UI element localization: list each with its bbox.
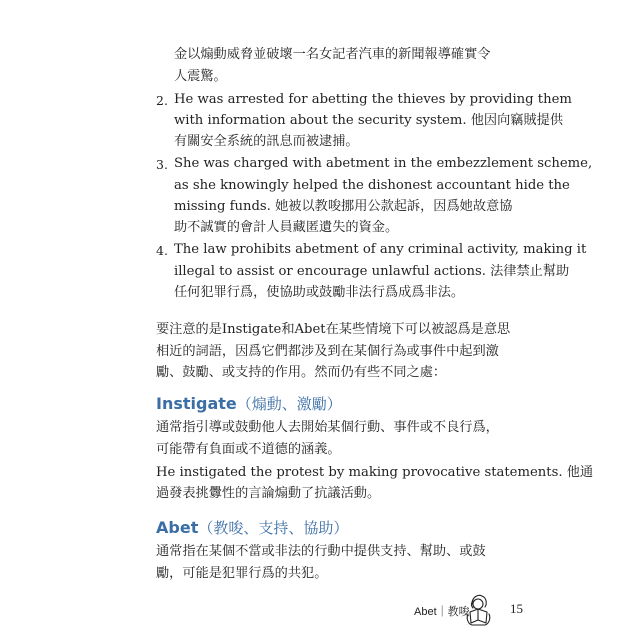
section-line: 可能帶有負面或不道德的涵義。 (156, 442, 341, 457)
section-line: 過發表挑釁性的言論煽動了抗議活動。 (156, 486, 381, 501)
example-line: 任何犯罪行爲，使協助或鼓勵非法行爲成爲非法。 (174, 285, 465, 300)
example-line: as she knowingly helped the dishonest accountant hide the (174, 178, 570, 193)
reading-figure-icon (462, 592, 496, 628)
heading-gloss: （教唆、支持、協助） (198, 519, 349, 537)
example-number: 2. (156, 93, 168, 108)
section-line: 通常指引導或鼓動他人去開始某個行動、事件或不良行爲， (156, 420, 499, 435)
section-line: He instigated the protest by making provocative statements. 他通 (156, 465, 594, 480)
example-line: 有關安全系統的訊息而被逮捕。 (174, 134, 359, 149)
example-line: illegal to assist or encourage unlawful actions. 法律禁止幫助 (174, 264, 570, 279)
example-line: missing funds. 她被以教唆挪用公款起訴，因爲她故意協 (174, 199, 513, 214)
heading-term: Instigate (156, 394, 237, 413)
example-line: 助不誠實的會計人員藏匿遺失的資金。 (174, 220, 399, 235)
example-line: He was arrested for abetting the thieves by providing them (174, 92, 572, 107)
intro-line: 相近的詞語，因爲它們都涉及到在某個行為或事件中起到激 (156, 344, 499, 359)
section-line: 勵，可能是犯罪行爲的共犯。 (156, 566, 328, 581)
page-number: 15 (510, 601, 523, 616)
heading-gloss: （煽動、激勵） (236, 395, 342, 413)
section-heading-instigate (156, 393, 342, 414)
heading-term: Abet (156, 518, 199, 537)
continuation-line: 人震驚。 (174, 69, 227, 84)
intro-line: 要注意的是Instigate和Abet在某些情境下可以被認爲是意思 (156, 322, 511, 337)
example-line: The law prohibits abetment of any criminal activity, making it (174, 242, 587, 257)
example-line: with information about the security system. 他因向竊賊提供 (174, 113, 564, 128)
intro-line: 勵、鼓勵、或支持的作用。然而仍有些不同之處： (156, 365, 447, 380)
section-line: 通常指在某個不當或非法的行動中提供支持、幫助、或鼓 (156, 544, 486, 559)
continuation-line: 金以煽動威脅並破壞一名女記者汽車的新聞報導確實令 (174, 47, 491, 62)
example-number: 3. (156, 157, 168, 172)
section-heading-abet (156, 517, 348, 538)
running-title: Abet｜教唆 (414, 606, 470, 618)
example-number: 4. (156, 243, 168, 258)
example-line: She was charged with abetment in the embezzlement scheme, (174, 156, 593, 171)
